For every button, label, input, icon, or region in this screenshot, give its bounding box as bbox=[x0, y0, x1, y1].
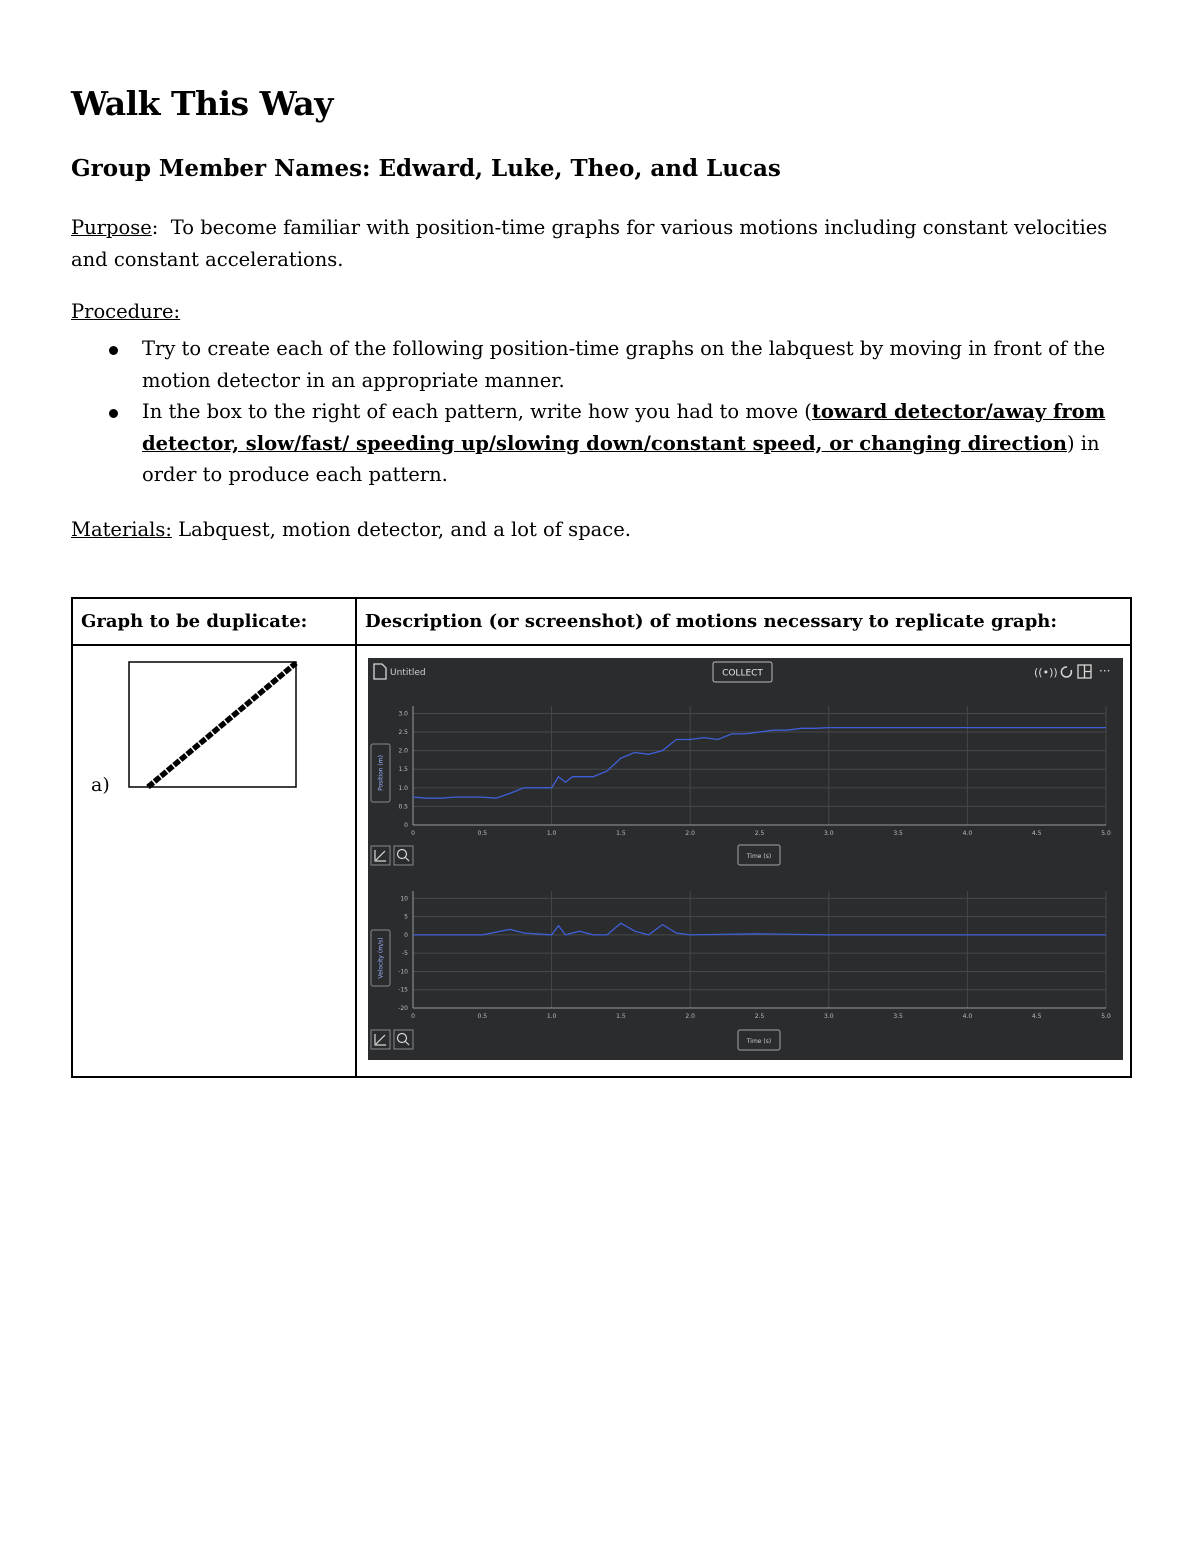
position-y-tick-label: 1.0 bbox=[398, 784, 408, 792]
position-x-tick-label: 4.5 bbox=[1031, 830, 1042, 837]
velocity-x-tick-label: 0 bbox=[411, 1013, 415, 1020]
velocity-graph-tools bbox=[371, 1030, 780, 1050]
velocity-series-line bbox=[413, 923, 1106, 935]
group-member-names: Group Member Names: Edward, Luke, Theo, and Lucas bbox=[71, 155, 781, 182]
materials-paragraph bbox=[71, 514, 1131, 546]
zoom-button[interactable] bbox=[394, 1030, 413, 1049]
velocity-x-tick-label: 4.5 bbox=[1031, 1013, 1042, 1020]
position-x-tick-label: 5.0 bbox=[1101, 830, 1111, 837]
labquest-screenshot bbox=[368, 658, 1123, 1060]
velocity-x-tick-label: 5.0 bbox=[1101, 1013, 1111, 1020]
description-cell bbox=[356, 645, 1131, 1077]
zoom-icon bbox=[398, 1034, 407, 1043]
procedure-step-2-options: toward detector/away from detector, slow/fast/ speeding up/slowing down/constant speed, or changing direction bbox=[142, 400, 1106, 455]
table-row bbox=[72, 645, 1131, 1077]
velocity-y-tick-label: 10 bbox=[400, 895, 408, 903]
page-title: Walk This Way bbox=[71, 84, 333, 123]
zoom-button[interactable] bbox=[394, 846, 413, 865]
col-header-description: Description (or screenshot) of motions necessary to replicate graph: bbox=[356, 598, 1131, 645]
velocity-y-tick-label: 5 bbox=[404, 913, 408, 921]
velocity-x-tick-label: 0.5 bbox=[477, 1013, 488, 1020]
procedure-step-1-text: Try to create each of the following position-time graphs on the labquest by moving in front of the motion detector in an appropriate manner. bbox=[142, 337, 1106, 392]
reset-icon[interactable] bbox=[1061, 667, 1071, 677]
velocity-x-tick-label: 3.5 bbox=[893, 1013, 903, 1020]
purpose-label: Purpose bbox=[71, 216, 152, 239]
position-x-tick-label: 0.5 bbox=[477, 830, 488, 837]
position-x-tick-label: 2.5 bbox=[754, 830, 765, 837]
procedure-step-2 bbox=[71, 396, 1131, 491]
bullet-icon bbox=[109, 409, 118, 418]
bullet-icon bbox=[109, 346, 118, 355]
graph-options-icon bbox=[375, 850, 386, 861]
labquest-toolbar bbox=[374, 662, 1110, 682]
time-axis-label: Time (s) bbox=[746, 1038, 772, 1045]
procedure-step-2-after: ) in order to produce each pattern. bbox=[142, 431, 1100, 486]
position-x-tick-label: 4.0 bbox=[962, 830, 973, 837]
zoom-icon bbox=[398, 850, 407, 859]
graph-options-icon bbox=[375, 1034, 386, 1045]
position-y-tick-label: 0.5 bbox=[398, 803, 408, 811]
position-y-tick-label: 3.0 bbox=[398, 710, 408, 718]
position-x-tick-label: 0 bbox=[411, 830, 415, 837]
velocity-y-tick-label: -10 bbox=[398, 968, 408, 976]
sensor-icon[interactable]: ((•)) bbox=[1034, 666, 1058, 679]
file-icon bbox=[374, 664, 386, 679]
graph-table bbox=[71, 597, 1132, 1078]
row-label: a) bbox=[91, 774, 110, 796]
file-name: Untitled bbox=[390, 668, 426, 678]
procedure-heading bbox=[71, 300, 180, 323]
position-y-tick-label: 2.5 bbox=[398, 729, 408, 737]
velocity-x-tick-label: 2.0 bbox=[685, 1013, 695, 1020]
collect-button-label: COLLECT bbox=[722, 668, 763, 679]
procedure-list bbox=[71, 333, 1131, 491]
position-x-tick-label: 3.0 bbox=[824, 830, 834, 837]
target-graph-cell bbox=[72, 645, 356, 1077]
time-axis-label: Time (s) bbox=[746, 853, 772, 860]
more-icon[interactable]: ··· bbox=[1099, 664, 1111, 678]
materials-label: Materials: bbox=[71, 518, 172, 541]
procedure-step-1 bbox=[71, 333, 1131, 396]
purpose-separator: : bbox=[151, 216, 159, 239]
velocity-graph bbox=[371, 891, 1111, 1020]
zoom-icon-handle bbox=[406, 1042, 410, 1046]
velocity-x-tick-label: 1.5 bbox=[616, 1013, 626, 1020]
velocity-y-tick-label: -20 bbox=[398, 1005, 408, 1012]
procedure-label: Procedure: bbox=[71, 300, 181, 323]
labquest-graphs bbox=[368, 658, 1123, 1060]
position-y-tick-label: 0 bbox=[404, 822, 408, 829]
procedure-step-2-before: In the box to the right of each pattern, write how you had to move ( bbox=[142, 400, 812, 423]
col-header-graph: Graph to be duplicate: bbox=[72, 598, 356, 645]
purpose-text: To become familiar with position-time graphs for various motions including constant velocities and constant accelerations. bbox=[71, 216, 1108, 271]
table-header-row bbox=[72, 598, 1131, 645]
velocity-x-tick-label: 1.0 bbox=[546, 1013, 557, 1020]
position-x-tick-label: 1.0 bbox=[546, 830, 557, 837]
velocity-x-tick-label: 2.5 bbox=[754, 1013, 765, 1020]
velocity-y-tick-label: -15 bbox=[398, 986, 408, 994]
materials-text: Labquest, motion detector, and a lot of space. bbox=[178, 518, 631, 541]
position-graph-tools bbox=[371, 845, 780, 865]
velocity-axis-label: Velocity (m/s) bbox=[377, 937, 385, 979]
position-x-tick-label: 2.0 bbox=[685, 830, 695, 837]
position-graph bbox=[371, 706, 1111, 837]
velocity-x-tick-label: 4.0 bbox=[962, 1013, 973, 1020]
velocity-x-tick-label: 3.0 bbox=[824, 1013, 834, 1020]
zoom-icon-handle bbox=[406, 858, 410, 862]
position-y-tick-label: 2.0 bbox=[398, 747, 408, 755]
target-graph bbox=[128, 661, 298, 789]
velocity-y-tick-label: 0 bbox=[404, 931, 408, 939]
position-y-tick-label: 1.5 bbox=[398, 766, 408, 774]
position-axis-label: Position (m) bbox=[377, 755, 385, 791]
purpose-paragraph bbox=[71, 212, 1131, 276]
velocity-y-tick-label: -5 bbox=[402, 950, 408, 958]
position-x-tick-label: 3.5 bbox=[893, 830, 903, 837]
position-x-tick-label: 1.5 bbox=[616, 830, 626, 837]
